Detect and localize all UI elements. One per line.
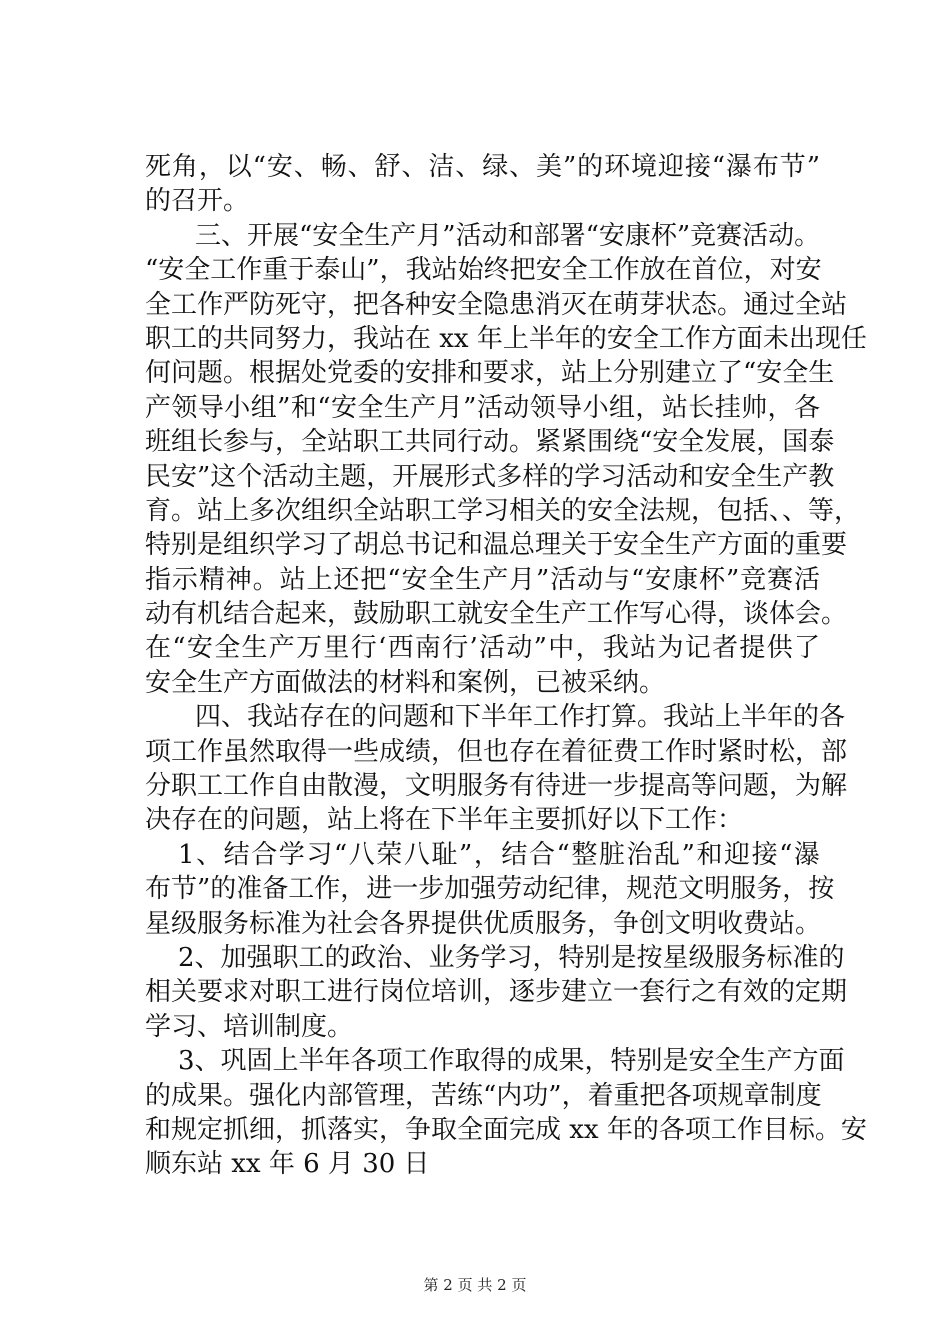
text-line: 的成果。强化内部管理，苦练“内功”，着重把各项规章制度 <box>145 1080 822 1111</box>
text-line: 相关要求对职工进行岗位培训，逐步建立一套行之有效的定期 <box>145 977 848 1008</box>
text-line: 四、我站存在的问题和下半年工作打算。我站上半年的各 <box>195 702 846 733</box>
text-line: 学习、培训制度。 <box>145 1011 354 1042</box>
text-line: 产领导小组”和“安全生产月”活动领导小组，站长挂帅，各 <box>145 392 820 423</box>
text-line: 项工作虽然取得一些成绩，但也存在着征费工作时紧时松，部 <box>145 736 848 767</box>
document-body <box>145 150 867 1182</box>
text-line: 何问题。根据处党委的安排和要求，站上分别建立了“安全生 <box>145 358 835 389</box>
text-line: “安全工作重于泰山”，我站始终把安全工作放在首位，对安 <box>145 255 822 286</box>
text-line: 1、结合学习“八荣八耻”，结合“整脏治乱”和迎接“瀑 <box>178 839 820 870</box>
text-line: 班组长参与，全站职工共同行动。紧紧围绕“安全发展，国泰 <box>145 427 835 458</box>
page-footer: 第 2 页 共 2 页 <box>423 1276 527 1294</box>
text-line: 决存在的问题，站上将在下半年主要抓好以下工作： <box>145 805 744 836</box>
text-line: 星级服务标准为社会各界提供优质服务，争创文明收费站。 <box>145 908 822 939</box>
text-line: 死角，以“安、畅、舒、洁、绿、美”的环境迎接“瀑布节” <box>145 152 820 182</box>
text-line: 职工的共同努力，我站在 xx 年上半年的安全工作方面未出现任 <box>145 323 867 354</box>
text-line: 三、开展“安全生产月”活动和部署“安康杯”竞赛活动。 <box>195 220 821 251</box>
text-line: 和规定抓细，抓落实，争取全面完成 xx 年的各项工作目标。安 <box>145 1114 867 1145</box>
text-line: 的召开。 <box>145 186 250 217</box>
text-line: 2、加强职工的政治、业务学习，特别是按星级服务标准的 <box>178 942 845 973</box>
text-line: 全工作严防死守，把各种安全隐患消灭在萌芽状态。通过全站 <box>145 289 848 320</box>
text-line: 育。站上多次组织全站职工学习相关的安全法规，包括、、等， <box>145 495 861 526</box>
text-line: 安全生产方面做法的材料和案例，已被采纳。 <box>145 667 666 698</box>
text-line: 动有机结合起来，鼓励职工就安全生产工作写心得，谈体会。 <box>145 599 848 630</box>
text-line: 指示精神。站上还把“安全生产月”活动与“安康杯”竞赛活 <box>145 564 820 595</box>
text-line: 3、巩固上半年各项工作取得的成果，特别是安全生产方面 <box>178 1046 845 1077</box>
text-line: 布节”的准备工作，进一步加强劳动纪律，规范文明服务，按 <box>145 874 835 905</box>
text-line: 顺东站 xx 年 6 月 30 日 <box>145 1149 430 1180</box>
text-line: 分职工工作自由散漫，文明服务有待进一步提高等问题，为解 <box>145 771 848 802</box>
text-line: 在“安全生产万里行‘西南行’活动”中，我站为记者提供了 <box>145 633 820 664</box>
text-line: 特别是组织学习了胡总书记和温总理关于安全生产方面的重要 <box>145 530 848 561</box>
text-line: 民安”这个活动主题，开展形式多样的学习活动和安全生产教 <box>145 461 835 492</box>
